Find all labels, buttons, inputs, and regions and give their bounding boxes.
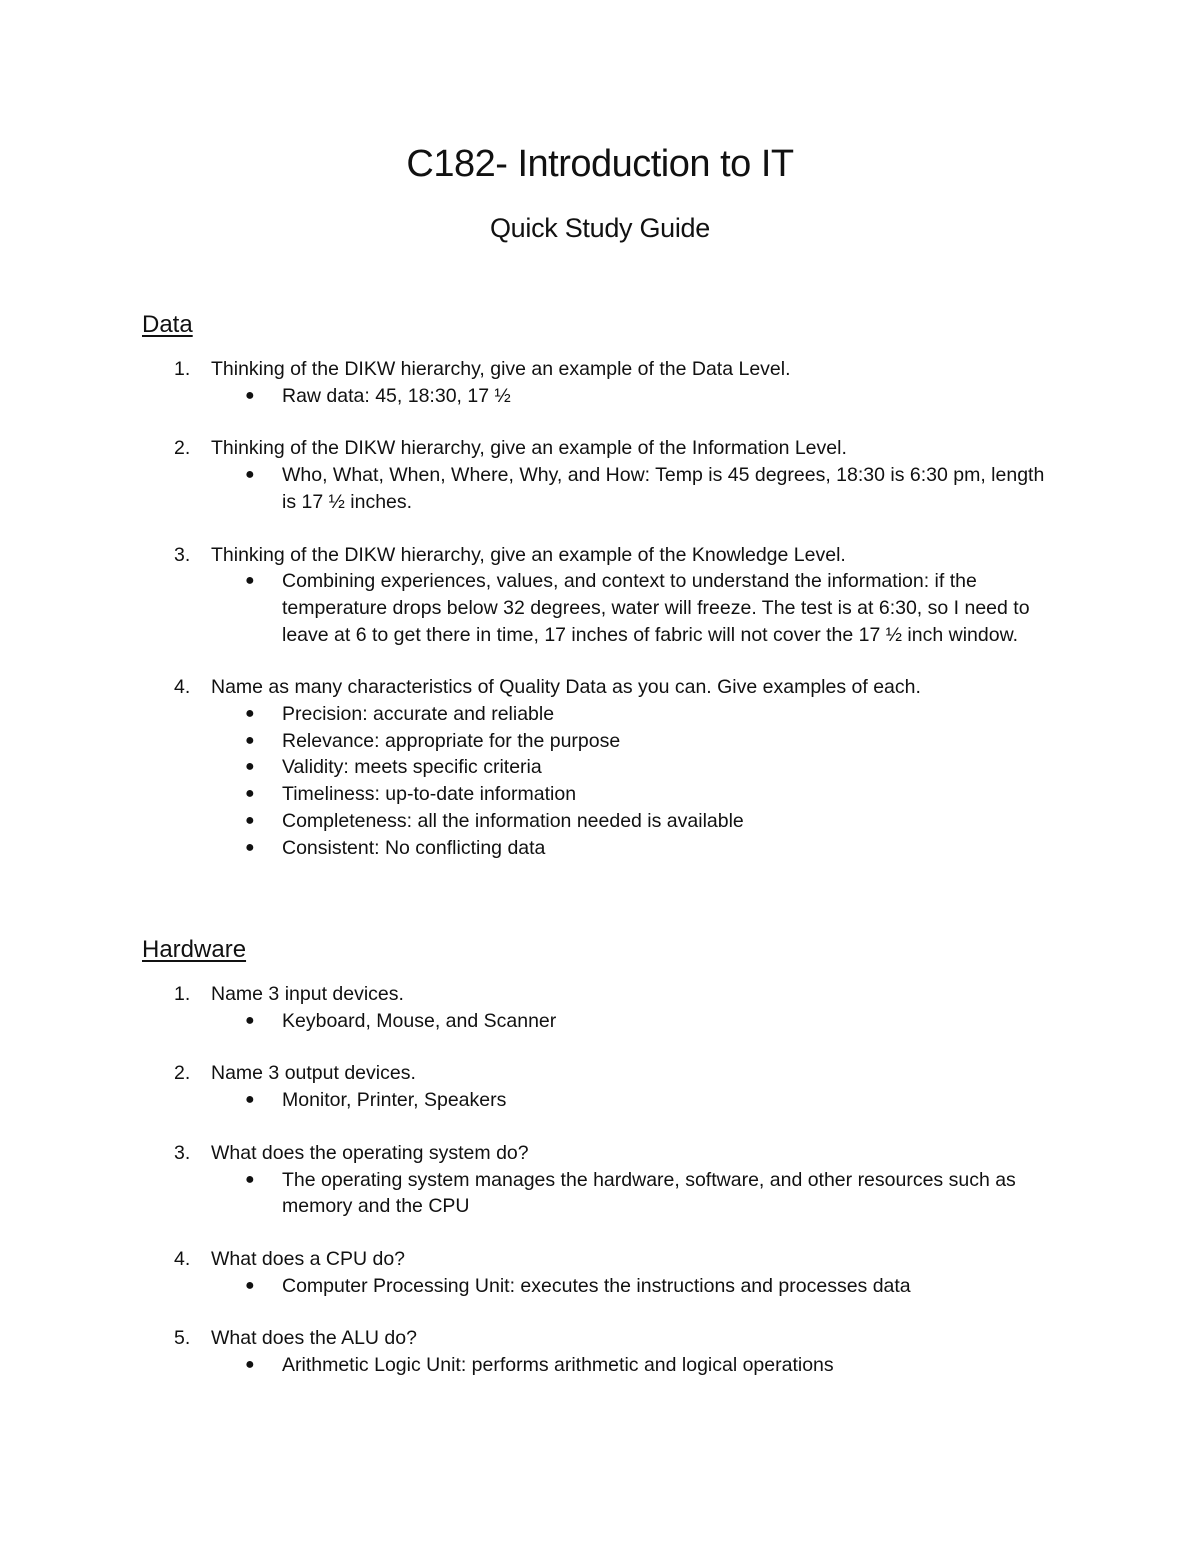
question-text: What does a CPU do?	[211, 1247, 406, 1270]
answer-text: Relevance: appropriate for the purpose	[282, 729, 621, 752]
answer-list	[142, 701, 1062, 861]
question-item	[142, 674, 1062, 861]
answer-item	[142, 701, 1052, 728]
answer-item	[142, 1008, 1052, 1035]
answer-text: Validity: meets specific criteria	[282, 756, 542, 779]
bullet-icon: ●	[245, 386, 255, 404]
bullet-icon: ●	[245, 572, 255, 590]
answer-item	[142, 1273, 1052, 1300]
question-text: Thinking of the DIKW hierarchy, give an example of the Data Level.	[211, 358, 791, 380]
bullet-icon: ●	[245, 1091, 255, 1109]
question-number: 3.	[174, 1141, 191, 1164]
answer-text: Computer Processing Unit: executes the instructions and processes data	[282, 1274, 911, 1297]
bullet-icon: ●	[245, 785, 255, 803]
question-item	[142, 1246, 1062, 1299]
answer-item	[142, 808, 1052, 835]
question-number: 2.	[174, 1062, 191, 1085]
question-number: 5.	[174, 1327, 191, 1350]
answer-item	[142, 568, 1052, 648]
answer-text: Monitor, Printer, Speakers	[282, 1089, 507, 1112]
answer-list	[142, 1167, 1062, 1220]
answer-list	[142, 1008, 1062, 1035]
answer-list	[142, 462, 1062, 515]
answer-text: Raw data: 45, 18:30, 17 ½	[282, 384, 511, 407]
bullet-icon: ●	[245, 1276, 255, 1294]
bullet-icon: ●	[245, 838, 255, 856]
section-heading-data: Data	[142, 311, 193, 338]
answer-list	[142, 1087, 1062, 1114]
answer-text: Combining experiences, values, and context to understand the information: if the temperature drops below 32 degrees, water will freeze. The test is at 6:30, so I need to leave at 6 to get there in time, 17 inches of fabric will not cover the 17 ½ inch window.	[282, 570, 1030, 646]
section-data	[142, 310, 1062, 887]
question-item	[142, 1140, 1062, 1220]
bullet-icon: ●	[245, 758, 255, 776]
question-number: 1.	[174, 358, 191, 380]
question-text: Thinking of the DIKW hierarchy, give an example of the Information Level.	[211, 437, 847, 460]
bullet-icon: ●	[245, 731, 255, 749]
answer-text: Completeness: all the information needed is available	[282, 809, 744, 832]
question-text: Thinking of the DIKW hierarchy, give an example of the Knowledge Level.	[211, 543, 846, 566]
question-text: What does the operating system do?	[211, 1141, 529, 1164]
question-item	[142, 542, 1062, 649]
section-hardware	[142, 935, 1062, 1405]
answer-item	[142, 1352, 1052, 1379]
answer-item	[142, 462, 1052, 515]
bullet-icon: ●	[245, 1011, 255, 1029]
answer-text: Timeliness: up-to-date information	[282, 783, 577, 806]
answer-item	[142, 728, 1052, 755]
answer-text: Keyboard, Mouse, and Scanner	[282, 1009, 557, 1032]
answer-text: The operating system manages the hardware, software, and other resources such as memory and the CPU	[282, 1168, 1016, 1218]
answer-list	[142, 1352, 1062, 1379]
question-number: 3.	[174, 543, 191, 566]
bullet-icon: ●	[245, 1170, 255, 1188]
answer-item	[142, 835, 1052, 862]
document-title: C182- Introduction to IT	[406, 143, 794, 185]
document-subtitle: Quick Study Guide	[489, 213, 710, 243]
answer-list	[142, 1273, 1062, 1300]
answer-item	[142, 1167, 1052, 1220]
answer-item	[142, 781, 1052, 808]
question-text: Name 3 input devices.	[211, 983, 404, 1005]
question-text: Name as many characteristics of Quality Data as you can. Give examples of each.	[211, 676, 921, 699]
answer-list	[142, 383, 1062, 410]
question-text: What does the ALU do?	[211, 1327, 417, 1350]
answer-item	[142, 754, 1052, 781]
bullet-icon: ●	[245, 811, 255, 829]
answer-item	[142, 383, 1052, 410]
question-item	[142, 435, 1062, 515]
question-item	[142, 1060, 1062, 1113]
section-heading-hardware: Hardware	[142, 936, 247, 963]
question-list-data	[142, 356, 1062, 861]
bullet-icon: ●	[245, 466, 255, 484]
answer-text: Arithmetic Logic Unit: performs arithmetic and logical operations	[282, 1354, 834, 1377]
question-number: 2.	[174, 437, 191, 460]
question-item	[142, 1325, 1062, 1378]
question-text: Name 3 output devices.	[211, 1062, 416, 1085]
question-item	[142, 356, 1062, 409]
bullet-icon: ●	[245, 705, 255, 723]
answer-text: Who, What, When, Where, Why, and How: Temp is 45 degrees, 18:30 is 6:30 pm, length is 17 ½ inches.	[282, 464, 1045, 513]
question-list-hardware	[142, 981, 1062, 1379]
answer-text: Precision: accurate and reliable	[282, 703, 555, 726]
question-number: 4.	[174, 676, 191, 699]
question-number: 4.	[174, 1247, 191, 1270]
bullet-icon: ●	[245, 1356, 255, 1374]
answer-item	[142, 1087, 1052, 1114]
answer-list	[142, 568, 1062, 648]
question-item	[142, 981, 1062, 1034]
question-number: 1.	[174, 983, 191, 1005]
answer-text: Consistent: No conflicting data	[282, 836, 546, 859]
